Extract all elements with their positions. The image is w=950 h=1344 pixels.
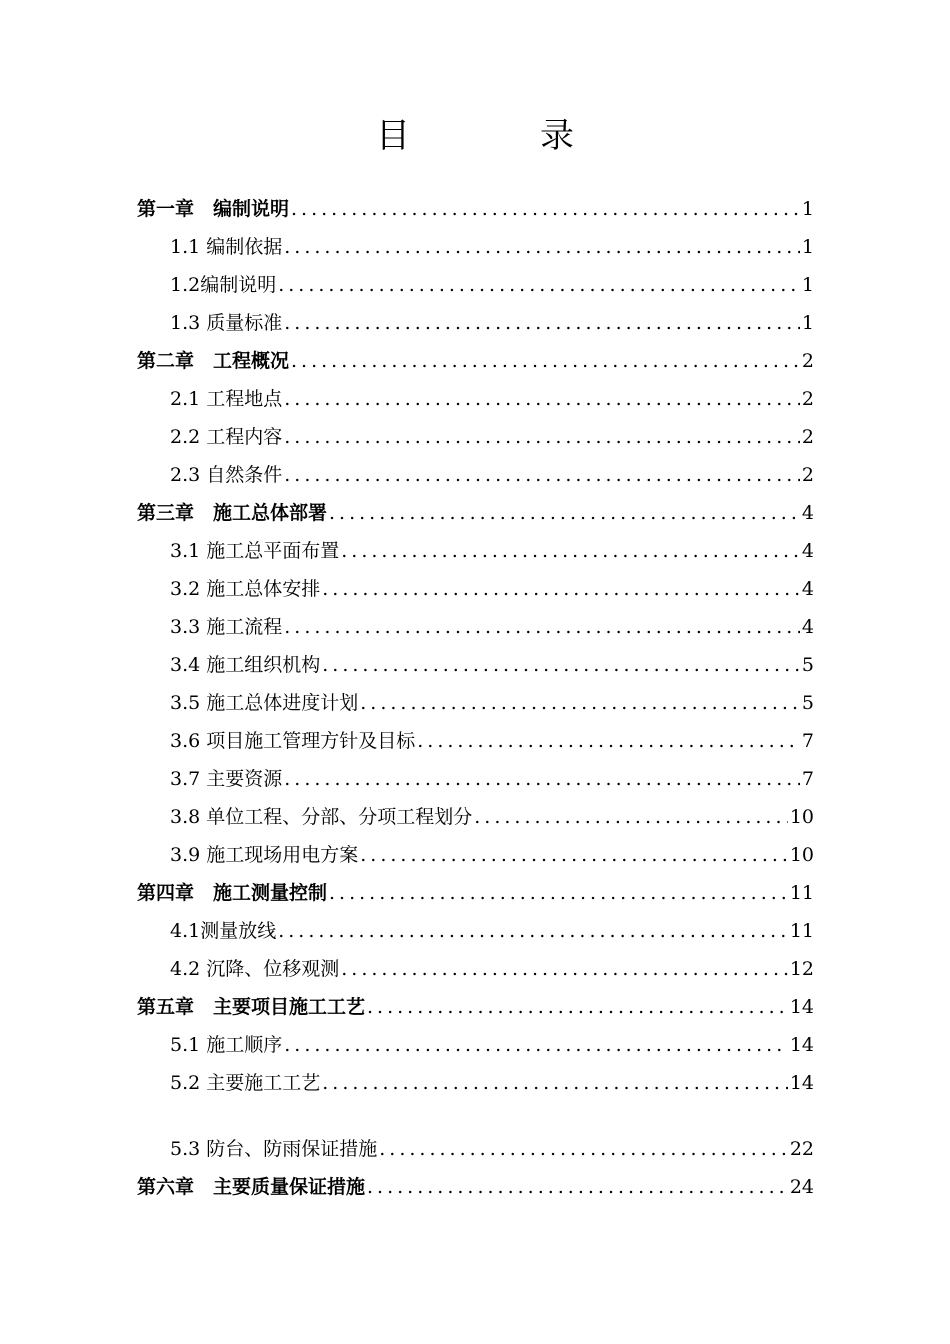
toc-entry-page: 22 (789, 1138, 814, 1160)
toc-entry-label: 1.2编制说明 (170, 274, 277, 296)
dot-leader (341, 539, 800, 563)
toc-entry-page: 2 (801, 426, 814, 448)
toc-entry-page: 14 (789, 1072, 814, 1094)
toc-entry-label: 2.3 自然条件 (170, 464, 283, 486)
dot-leader (329, 881, 788, 905)
toc-entry[interactable] (170, 715, 814, 753)
toc-entry[interactable] (170, 829, 814, 867)
dot-leader (322, 577, 800, 601)
dot-leader (417, 729, 800, 753)
dot-leader (367, 1175, 788, 1199)
toc-entry-page: 24 (789, 1176, 814, 1198)
toc-entry-page: 1 (801, 198, 814, 220)
dot-leader (284, 615, 800, 639)
toc-entry[interactable] (170, 905, 814, 943)
toc-entry-label: 3.4 施工组织机构 (170, 654, 321, 676)
toc-entry[interactable] (170, 297, 814, 335)
toc-entry-page: 4 (801, 502, 814, 524)
toc-entry-label: 3.1 施工总平面布置 (170, 540, 340, 562)
toc-entry-page: 1 (801, 236, 814, 258)
toc-entry[interactable] (170, 1057, 814, 1095)
dot-leader (278, 273, 800, 297)
dot-leader (278, 919, 788, 943)
dot-leader (284, 311, 800, 335)
toc-entry[interactable] (170, 943, 814, 981)
toc-entry-page: 11 (789, 920, 814, 942)
toc-entry[interactable] (137, 1161, 814, 1199)
dot-leader (284, 463, 800, 487)
toc-entry-page: 2 (801, 350, 814, 372)
toc-entry-page: 12 (789, 958, 814, 980)
toc-entry-page: 4 (801, 616, 814, 638)
dot-leader (341, 957, 788, 981)
toc-entry[interactable] (170, 221, 814, 259)
toc-entry-label: 3.9 施工现场用电方案 (170, 844, 359, 866)
toc-entry-label: 3.7 主要资源 (170, 768, 283, 790)
toc-entry-label: 第四章 施工测量控制 (137, 882, 328, 904)
toc-entry-label: 第三章 施工总体部署 (137, 502, 328, 524)
toc-entry-label: 2.1 工程地点 (170, 388, 283, 410)
toc-entry-page: 11 (789, 882, 814, 904)
toc-entry-label: 2.2 工程内容 (170, 426, 283, 448)
toc-entry[interactable] (137, 183, 814, 221)
toc-entry-label: 5.1 施工顺序 (170, 1034, 283, 1056)
toc-entry-label: 第二章 工程概况 (137, 350, 290, 372)
dot-leader (322, 653, 800, 677)
toc-entry-page: 5 (801, 692, 814, 714)
dot-leader (284, 425, 800, 449)
toc-entry-page: 14 (789, 1034, 814, 1056)
dot-leader (291, 349, 800, 373)
toc-entry-label: 3.2 施工总体安排 (170, 578, 321, 600)
dot-leader (291, 197, 800, 221)
toc-entry-label: 3.5 施工总体进度计划 (170, 692, 359, 714)
toc-entry-label: 3.3 施工流程 (170, 616, 283, 638)
dot-leader (379, 1137, 788, 1161)
dot-leader (367, 995, 788, 1019)
dot-leader (284, 767, 800, 791)
toc-entry-page: 2 (801, 464, 814, 486)
toc-entry[interactable] (170, 373, 814, 411)
toc-entry-page: 10 (789, 844, 814, 866)
toc-entry-page: 4 (801, 578, 814, 600)
dot-leader (284, 235, 800, 259)
toc-entry[interactable] (170, 1019, 814, 1057)
toc-entry-label: 3.6 项目施工管理方针及目标 (170, 730, 416, 752)
toc-entry-label: 1.3 质量标准 (170, 312, 283, 334)
toc-entry[interactable] (170, 1123, 814, 1161)
toc-entry-label: 4.1测量放线 (170, 920, 277, 942)
dot-leader (474, 805, 788, 829)
toc-entry[interactable] (170, 677, 814, 715)
toc-entry[interactable] (137, 867, 814, 905)
toc-entry-label: 5.3 防台、防雨保证措施 (170, 1138, 378, 1160)
toc-entry[interactable] (170, 563, 814, 601)
page-title: 目 录 (376, 116, 622, 156)
toc-entry-page: 1 (801, 274, 814, 296)
toc-entry-label: 第五章 主要项目施工工艺 (137, 996, 366, 1018)
toc-entry-label: 4.2 沉降、位移观测 (170, 958, 340, 980)
toc-entry[interactable] (137, 335, 814, 373)
toc-entry-page: 4 (801, 540, 814, 562)
toc-entry[interactable] (170, 791, 814, 829)
toc-entry[interactable] (137, 981, 814, 1019)
toc-entry-page: 2 (801, 388, 814, 410)
toc-entry-label: 第六章 主要质量保证措施 (137, 1176, 366, 1198)
toc-entry-page: 5 (801, 654, 814, 676)
toc-entry[interactable] (170, 411, 814, 449)
toc-entry[interactable] (170, 259, 814, 297)
toc-entry-label: 第一章 编制说明 (137, 198, 290, 220)
dot-leader (360, 691, 800, 715)
toc-entry-page: 7 (801, 730, 814, 752)
dot-leader (360, 843, 788, 867)
dot-leader (284, 387, 800, 411)
dot-leader (322, 1071, 788, 1095)
toc-entry-page: 1 (801, 312, 814, 334)
toc-entry-label: 1.1 编制依据 (170, 236, 283, 258)
toc-entry-label: 5.2 主要施工工艺 (170, 1072, 321, 1094)
toc-entry[interactable] (170, 525, 814, 563)
toc-entry[interactable] (170, 753, 814, 791)
toc-entry[interactable] (170, 601, 814, 639)
toc-entry-label: 3.8 单位工程、分部、分项工程划分 (170, 806, 473, 828)
toc-entry[interactable] (170, 639, 814, 677)
toc-entry-page: 10 (789, 806, 814, 828)
toc-entry[interactable] (170, 449, 814, 487)
dot-leader (284, 1033, 788, 1057)
toc-entry[interactable] (137, 487, 814, 525)
toc-entry-page: 14 (789, 996, 814, 1018)
toc-entry-page: 7 (801, 768, 814, 790)
dot-leader (329, 501, 800, 525)
